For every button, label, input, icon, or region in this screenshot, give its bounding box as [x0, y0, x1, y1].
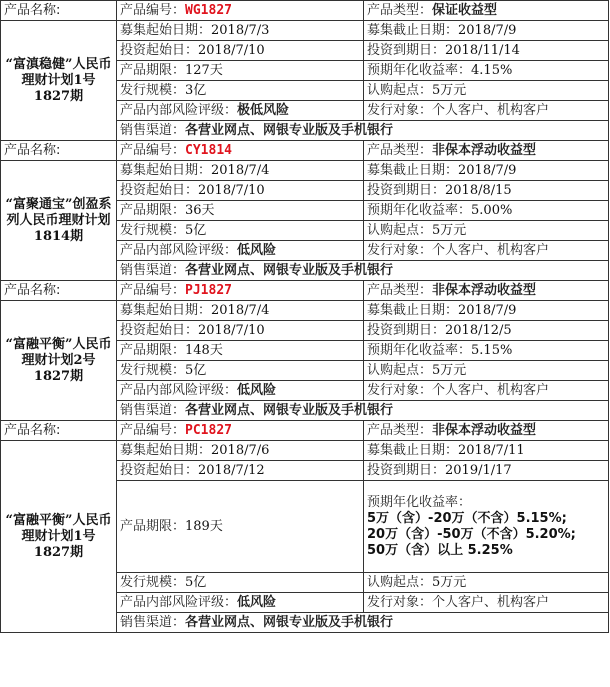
- product-name-label: 产品名称:: [1, 1, 117, 21]
- product-name-label: 产品名称:: [1, 141, 117, 161]
- raise-end-label: 募集截止日期：: [367, 162, 459, 178]
- risk-value: 极低风险: [237, 102, 290, 118]
- invest-start-date: 2018/7/10: [198, 42, 265, 58]
- product-code-label: 产品编号：: [120, 282, 186, 298]
- invest-start-date: 2018/7/12: [198, 462, 265, 478]
- product-type-label: 产品类型：: [367, 422, 433, 438]
- scale-label: 发行规模：: [120, 222, 186, 238]
- scale-label: 发行规模：: [120, 82, 186, 98]
- yield-tier-3: 50万（含）以上 5.25%: [367, 542, 513, 558]
- min-subscription-label: 认购起点：: [367, 362, 433, 378]
- scale-value: 3亿: [185, 82, 207, 98]
- invest-end-label: 投资到期日：: [367, 322, 446, 338]
- risk-value: 低风险: [237, 382, 277, 398]
- term-value: 127天: [185, 62, 223, 78]
- raise-end-date: 2018/7/11: [458, 442, 525, 458]
- product-code: CY1814: [185, 142, 232, 158]
- yield-value: 5.15%: [471, 342, 513, 358]
- product-type-label: 产品类型：: [367, 2, 433, 18]
- min-subscription-value: 5万元: [432, 222, 467, 238]
- raise-end-label: 募集截止日期：: [367, 302, 459, 318]
- channel-label: 销售渠道：: [120, 614, 186, 630]
- min-subscription-label: 认购起点：: [367, 222, 433, 238]
- risk-label: 产品内部风险评级：: [120, 102, 238, 118]
- product-code: PJ1827: [185, 282, 232, 298]
- invest-end-label: 投资到期日：: [367, 42, 446, 58]
- product-type-cell: [364, 1, 609, 21]
- product-2-row-code: [1, 141, 609, 161]
- product-code: WG1827: [185, 2, 232, 18]
- raise-start-label: 募集起始日期：: [120, 22, 212, 38]
- invest-start-label: 投资起始日：: [120, 42, 199, 58]
- raise-end-date: 2018/7/9: [458, 302, 517, 318]
- min-subscription-label: 认购起点：: [367, 574, 433, 590]
- invest-end-label: 投资到期日：: [367, 462, 446, 478]
- product-name-label: 产品名称:: [1, 421, 117, 441]
- yield-label: 预期年化收益率：: [367, 202, 472, 218]
- yield-value: 4.15%: [471, 62, 513, 78]
- channel-label: 销售渠道：: [120, 262, 186, 278]
- target-value: 个人客户、机构客户: [432, 594, 550, 610]
- raise-start-date: 2018/7/4: [211, 162, 270, 178]
- term-label: 产品期限：: [120, 518, 186, 534]
- term-value: 36天: [185, 202, 215, 218]
- yield-tiers-cell: [364, 481, 609, 573]
- product-4-row-raise: [1, 441, 609, 461]
- risk-value: 低风险: [237, 242, 277, 258]
- risk-label: 产品内部风险评级：: [120, 594, 238, 610]
- channel-label: 销售渠道：: [120, 122, 186, 138]
- product-1-row-code: [1, 1, 609, 21]
- product-code-label: 产品编号：: [120, 142, 186, 158]
- channel-value: 各营业网点、网银专业版及手机银行: [185, 122, 394, 138]
- target-label: 发行对象：: [367, 242, 433, 258]
- risk-label: 产品内部风险评级：: [120, 382, 238, 398]
- invest-end-date: 2019/1/17: [445, 462, 512, 478]
- yield-tier-2: 20万（含）-50万（不含）5.20%;: [367, 526, 576, 542]
- invest-start-label: 投资起始日：: [120, 462, 199, 478]
- scale-value: 5亿: [185, 574, 207, 590]
- risk-label: 产品内部风险评级：: [120, 242, 238, 258]
- yield-label: 预期年化收益率：: [367, 342, 472, 358]
- yield-label: 预期年化收益率：: [367, 62, 472, 78]
- product-4-row-code: [1, 421, 609, 441]
- invest-end-date: 2018/8/15: [445, 182, 512, 198]
- product-type-label: 产品类型：: [367, 142, 433, 158]
- invest-start-date: 2018/7/10: [198, 182, 265, 198]
- term-value: 189天: [185, 518, 223, 534]
- yield-label: 预期年化收益率：: [367, 494, 472, 510]
- target-value: 个人客户、机构客户: [432, 242, 550, 258]
- product-1-row-raise: [1, 21, 609, 41]
- invest-end-date: 2018/12/5: [445, 322, 512, 338]
- min-subscription-label: 认购起点：: [367, 82, 433, 98]
- channel-value: 各营业网点、网银专业版及手机银行: [185, 262, 394, 278]
- product-code-label: 产品编号：: [120, 422, 186, 438]
- min-subscription-value: 5万元: [432, 82, 467, 98]
- raise-end-date: 2018/7/9: [458, 162, 517, 178]
- target-value: 个人客户、机构客户: [432, 102, 550, 118]
- yield-tier-1: 5万（含）-20万（不含）5.15%;: [367, 510, 567, 526]
- product-code: PC1827: [185, 422, 232, 438]
- target-value: 个人客户、机构客户: [432, 382, 550, 398]
- scale-value: 5亿: [185, 222, 207, 238]
- product-type: 非保本浮动收益型: [432, 282, 537, 298]
- invest-end-date: 2018/11/14: [445, 42, 520, 58]
- raise-end-label: 募集截止日期：: [367, 22, 459, 38]
- raise-start-date: 2018/7/4: [211, 302, 270, 318]
- risk-value: 低风险: [237, 594, 277, 610]
- invest-start-label: 投资起始日：: [120, 182, 199, 198]
- term-label: 产品期限：: [120, 342, 186, 358]
- product-name: “富聚通宝”创盈系列人民币理财计划1814期: [1, 161, 117, 281]
- product-name: “富滇稳健”人民币理财计划1号1827期: [1, 21, 117, 141]
- product-type: 非保本浮动收益型: [432, 142, 537, 158]
- invest-end-label: 投资到期日：: [367, 182, 446, 198]
- target-label: 发行对象：: [367, 594, 433, 610]
- channel-value: 各营业网点、网银专业版及手机银行: [185, 402, 394, 418]
- min-subscription-value: 5万元: [432, 574, 467, 590]
- product-code-cell: [117, 1, 364, 21]
- product-name: “富融平衡”人民币理财计划2号1827期: [1, 301, 117, 421]
- term-label: 产品期限：: [120, 202, 186, 218]
- product-code-label: 产品编号：: [120, 2, 186, 18]
- product-3-row-raise: [1, 301, 609, 321]
- scale-label: 发行规模：: [120, 362, 186, 378]
- raise-start-date: 2018/7/3: [211, 22, 270, 38]
- product-3-row-code: [1, 281, 609, 301]
- target-label: 发行对象：: [367, 102, 433, 118]
- term-value: 148天: [185, 342, 223, 358]
- target-label: 发行对象：: [367, 382, 433, 398]
- product-type-label: 产品类型：: [367, 282, 433, 298]
- invest-start-date: 2018/7/10: [198, 322, 265, 338]
- scale-label: 发行规模：: [120, 574, 186, 590]
- channel-label: 销售渠道：: [120, 402, 186, 418]
- product-name: “富融平衡”人民币理财计划1号1827期: [1, 441, 117, 633]
- product-name-label: 产品名称:: [1, 281, 117, 301]
- invest-start-label: 投资起始日：: [120, 322, 199, 338]
- product-2-row-raise: [1, 161, 609, 181]
- raise-start-label: 募集起始日期：: [120, 442, 212, 458]
- raise-start-date: 2018/7/6: [211, 442, 270, 458]
- scale-value: 5亿: [185, 362, 207, 378]
- raise-end-date: 2018/7/9: [458, 22, 517, 38]
- channel-value: 各营业网点、网银专业版及手机银行: [185, 614, 394, 630]
- yield-value: 5.00%: [471, 202, 513, 218]
- product-type: 非保本浮动收益型: [432, 422, 537, 438]
- raise-start-label: 募集起始日期：: [120, 162, 212, 178]
- raise-start-label: 募集起始日期：: [120, 302, 212, 318]
- min-subscription-value: 5万元: [432, 362, 467, 378]
- product-type: 保证收益型: [432, 2, 498, 18]
- raise-end-label: 募集截止日期：: [367, 442, 459, 458]
- term-label: 产品期限：: [120, 62, 186, 78]
